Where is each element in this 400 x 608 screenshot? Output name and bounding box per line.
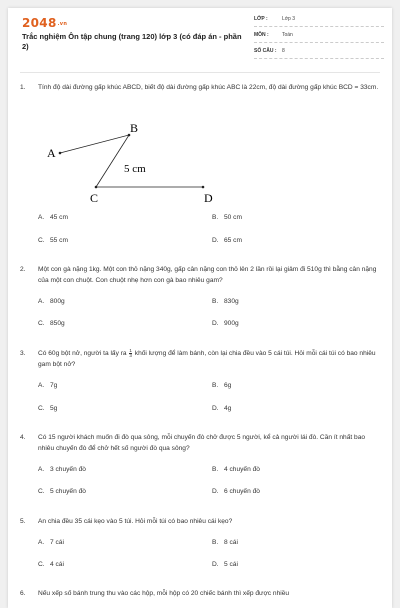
answer-option-4b[interactable]: B. 4 chuyến đò: [212, 466, 260, 473]
answer-option-2b[interactable]: B. 830g: [212, 298, 239, 305]
question-text: Có 60g bột nở, người ta lấy ra $\frac{1}{3}$ khối lượng để làm bánh, còn lại chia đều vào 5 cái túi. Hỏi mỗi cái túi có bao nhiêu gam bột nở?: [38, 347, 376, 368]
quiz-page: 2048.vn Trắc nghiệm Ôn tập chung (trang 120) lớp 3 (có đáp án - phần 2) LỚP : Lớp 3 MÔN : Toán SỐ CÂU : 8 1. Tính độ dài đường gấp khúc ABCD, biết độ dài đường gấp khúc ABC là 22cm, độ dài đường gấp khúc BCD = 33cm. A B C D 5 cm A. 45 cm B. 50 cm C. 55 cm D. 65 cm 2. Một con gà nặng 1kg. Một con thỏ nặng 340g, gấp cân nặng con thỏ lên 2 lần rồi lại giảm đi 510g thì bằng cân nặng của một con chuột. Con chuột nhẹ hơn con gà bao nhiêu gam? A. 800g B. 830g C. 850g D. 900g 3. Có 60g bột nở, người ta lấy ra $\frac{1}{3}$ khối lượng để làm bánh, còn lại chia đều vào 5 cái túi. Hỏi mỗi cái túi có bao nhiêu gam bột nở? A. 7g B. 6g C. 5g D. 4g 4. Có 15 người khách muốn đi đò qua sông, mỗi chuyến đò chở được 5 người, kể cả người lái đò. Cần ít nhất bao nhiêu chuyến đò để chở hết số người đò qua sông? A. 3 chuyến đò B. 4 chuyến đò C. 5 chuyến đò D. 6 chuyến đò 5. An chia đều 35 cái kẹo vào 5 túi. Hỏi mỗi túi có bao nhiêu cái kẹo? A. 7 cái B. 8 cái C. 4 cái D. 5 cái 6. Nếu xếp số bánh trung thu vào các hộp, mỗi hộp có 20 chiếc bánh thì xếp được nhiều: [8, 8, 392, 608]
point-b-label: B: [130, 123, 139, 135]
answer-option-2c[interactable]: C. 850g: [38, 320, 65, 327]
point-a-label: A: [47, 146, 56, 160]
answer-option-5b[interactable]: B. 8 cái: [212, 539, 238, 546]
quiz-title: Trắc nghiệm Ôn tập chung (trang 120) lớp 3 (có đáp án - phần 2): [22, 32, 242, 51]
answer-option-3d[interactable]: D. 4g: [212, 405, 232, 412]
point-d-label: D: [204, 191, 213, 205]
meta-question-count: SỐ CÂU : 8: [254, 48, 384, 59]
meta-grade: LỚP : Lớp 3: [254, 16, 384, 27]
answer-option-5d[interactable]: D. 5 cái: [212, 561, 238, 568]
polyline-figure: [38, 123, 228, 213]
answer-option-1b[interactable]: B. 50 cm: [212, 214, 242, 221]
answer-option-2d[interactable]: D. 900g: [212, 320, 239, 327]
answer-option-4a[interactable]: A. 3 chuyến đò: [38, 466, 86, 473]
question-text: Một con gà nặng 1kg. Một con thỏ nặng 340g, gấp cân nặng con thỏ lên 2 lần rồi lại giảm đi 510g thì bằng cân nặng của một con chuột. Con chuột nhẹ hơn con gà bao nhiêu gam?: [38, 266, 377, 284]
header-divider: [20, 72, 380, 73]
answer-option-2a[interactable]: A. 800g: [38, 298, 65, 305]
question-text: Nếu xếp số bánh trung thu vào các hộp, mỗi hộp có 20 chiếc bánh thì xếp được nhiều: [38, 590, 290, 597]
meta-subject: MÔN : Toán: [254, 32, 384, 43]
point-c-label: C: [90, 191, 99, 205]
answer-option-1a[interactable]: A. 45 cm: [38, 214, 68, 221]
answer-option-3a[interactable]: A. 7g: [38, 382, 58, 389]
question-text: An chia đều 35 cái kẹo vào 5 túi. Hỏi mỗi túi có bao nhiêu cái kẹo?: [38, 518, 233, 525]
answer-option-3c[interactable]: C. 5g: [38, 405, 58, 412]
answer-option-4c[interactable]: C. 5 chuyến đò: [38, 488, 86, 495]
question-text: Có 15 người khách muốn đi đò qua sông, mỗi chuyến đò chở được 5 người, kể cả người lái đò. Cần ít nhất bao nhiêu chuyến đò để chở hết số người đò qua sông?: [38, 434, 366, 452]
segment-length-label: 5 cm: [124, 163, 146, 175]
answer-option-3b[interactable]: B. 6g: [212, 382, 232, 389]
answer-option-4d[interactable]: D. 6 chuyến đò: [212, 488, 260, 495]
answer-option-5a[interactable]: A. 7 cái: [38, 539, 64, 546]
fraction: $\frac{1}{3}$: [129, 347, 132, 358]
answer-option-1d[interactable]: D. 65 cm: [212, 237, 242, 244]
page-header: [8, 8, 392, 72]
site-logo[interactable]: 2048.vn: [22, 16, 68, 30]
answer-option-5c[interactable]: C. 4 cái: [38, 561, 64, 568]
answer-option-1c[interactable]: C. 55 cm: [38, 237, 68, 244]
question-text: Tính độ dài đường gấp khúc ABCD, biết độ dài đường gấp khúc ABC là 22cm, độ dài đường gấp khúc BCD = 33cm.: [38, 84, 379, 91]
